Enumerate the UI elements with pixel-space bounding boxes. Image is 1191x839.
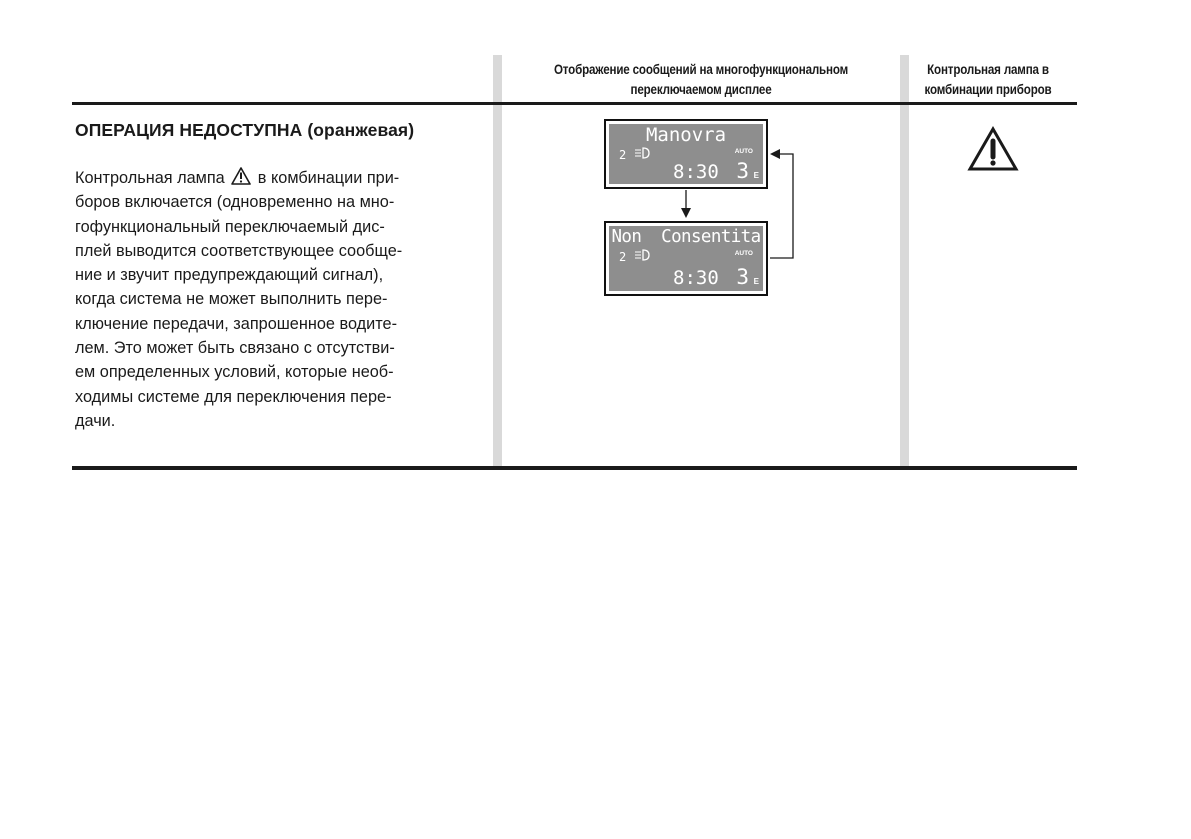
header-lamp-line1: Контрольная лампа в	[927, 62, 1049, 77]
header-display-line2: переключаемом дисплее	[630, 82, 772, 97]
body-line-11: дачи.	[75, 411, 116, 430]
lcd-message: Non Consentita	[611, 227, 761, 247]
lcd-small-gear: 2	[619, 148, 627, 162]
body-line-1: Контрольная лампа в комбинации при-	[75, 169, 400, 187]
body-line-2: боров включается (одновременно на мно-	[75, 193, 395, 212]
header-lamp-line2: комбинации приборов	[924, 82, 1052, 97]
body-line-8: лем. Это может быть связано с отсутстви-	[75, 339, 395, 358]
lcd-auto-label: AUTO	[734, 250, 753, 257]
body-line-6: когда система не может выполнить пере-	[75, 290, 388, 309]
section-title: ОПЕРАЦИЯ НЕДОСТУПНА (оранжевая)	[75, 120, 415, 140]
body-line-4: плей выводится соответствующее сообще-	[75, 241, 403, 260]
lcd-message: Manovra	[645, 124, 727, 146]
arrow-loop-back	[770, 149, 793, 258]
body-line-5: ние и звучит предупреждающий сигнал),	[75, 266, 384, 285]
lcd-mode: E	[753, 171, 759, 180]
lcd-auto-label: AUTO	[734, 148, 753, 155]
body-line-10: ходимы системе для переключения пере-	[75, 387, 392, 406]
body-line-3: гофункциональный переключаемый дис-	[75, 217, 385, 236]
lcd-gear: 3	[736, 159, 749, 183]
lcd-gear: 3	[736, 265, 749, 289]
lcd-time: 8:30	[673, 267, 719, 289]
body-line-9: ем определенных условий, которые необ-	[75, 363, 394, 382]
lcd-time: 8:30	[673, 161, 719, 183]
warning-triangle-icon	[967, 126, 1019, 172]
header-display-line1: Отображение сообщений на многофункциональном	[553, 62, 849, 77]
body-line-7: ключение передачи, запрошенное водите-	[75, 314, 397, 333]
arrow-down	[681, 190, 691, 218]
lcd-small-gear: 2	[619, 250, 627, 264]
lcd-mode: E	[753, 277, 759, 286]
